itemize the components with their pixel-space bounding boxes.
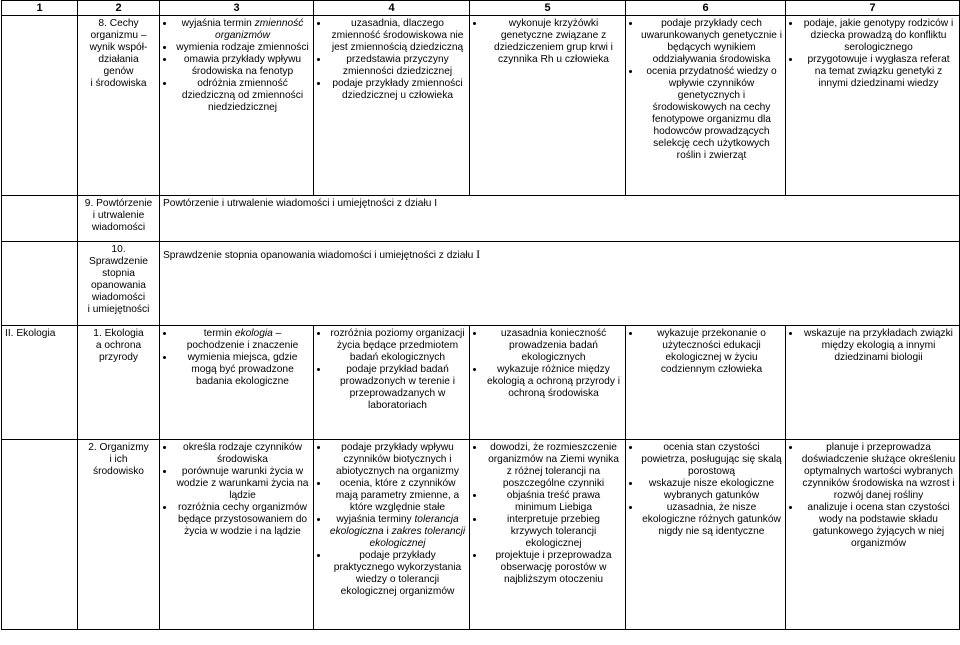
topic-line: opanowania [91, 280, 146, 291]
section-cell [2, 16, 78, 196]
header-cell: 5 [470, 1, 626, 16]
requirements-cell [160, 16, 314, 196]
header-cell: 6 [626, 1, 786, 16]
topic-line: organizmu – [90, 30, 147, 41]
topic-line: a ochrona [95, 340, 142, 351]
list-item: • omawia przykłady wpływu środowiska na fenotyp [175, 54, 310, 78]
header-cell: 1 [2, 1, 78, 16]
table-row [2, 326, 960, 440]
list-item: • wskazuje na przykładach związki między ekologią a innymi dziedzinami biologii [801, 328, 956, 364]
topic-line: stopnia [102, 268, 135, 279]
topic-line: genów [103, 66, 134, 77]
topic-cell [78, 440, 160, 630]
list-item: • podaje przykłady cech uwarunkowanych genetycznie i będących wynikiem oddziaływania środowiska [641, 18, 782, 66]
topic-cell [78, 196, 160, 242]
list-item: • dowodzi, że rozmieszczenie organizmów na Ziemi wynika z różnej tolerancji na poszczególne czynniki [485, 442, 622, 490]
table-row [2, 440, 960, 630]
list-item: • podaje przykłady wpływu czynników biotycznych i abiotycznych na organizmy [329, 442, 466, 478]
list-item: • uzasadnia, że nisze ekologiczne różnych gatunków nigdy nie są identyczne [641, 502, 782, 538]
header-cell: 2 [78, 1, 160, 16]
list-item: • projektuje i przeprowadza obserwację porostów w najbliższym otoczeniu [485, 550, 622, 586]
review-cell: Powtórzenie i utrwalenie wiadomości i umiejętności z działu I [160, 196, 960, 242]
topic-line: i ich [109, 454, 128, 465]
topic-line: środowisko [93, 466, 144, 477]
topic-line: 9. Powtórzenie [84, 198, 153, 209]
list-item: • wskazuje nisze ekologiczne wybranych gatunków [641, 478, 782, 502]
requirements-cell [470, 326, 626, 440]
topic-cell [78, 326, 160, 440]
list-item: • termin ekologia – pochodzenie i znaczenie [175, 328, 310, 352]
requirements-cell [160, 326, 314, 440]
topic-cell [78, 242, 160, 326]
list-item: • ocenia przydatność wiedzy o wpływie czynników genetycznych i środowiskowych na cechy fenotypowe organizmu dla hodowców prowadzących selekcję cech użytkowych roślin i zwierząt [641, 66, 782, 162]
list-item: • wykazuje przekonanie o użyteczności edukacji ekologicznej w życiu codziennym człowieka [641, 328, 782, 376]
table-row [2, 196, 960, 242]
requirements-cell [314, 440, 470, 630]
list-item: • podaje przykłady praktycznego wykorzystania wiedzy o tolerancji ekologicznej organizmów [329, 550, 466, 598]
requirements-cell [160, 440, 314, 630]
test-cell [160, 242, 960, 326]
requirements-cell [786, 440, 960, 630]
list-item: • planuje i przeprowadza doświadczenie służące określeniu optymalnych wartości wybranych czynników środowiska na wzrost i rozwój danej rośliny [801, 442, 956, 502]
section-cell [2, 242, 78, 326]
section-cell: II. Ekologia [2, 326, 78, 440]
list-item: • wykonuje krzyżówki genetyczne związane z dziedziczeniem grup krwi i czynnika Rh u człowieka [485, 18, 622, 66]
list-item: • rozróżnia poziomy organizacji życia będące przedmiotem badań ekologicznych [329, 328, 466, 364]
list-item: • objaśnia treść prawa minimum Liebiga [485, 490, 622, 514]
topic-line: 2. Organizmy [88, 442, 149, 453]
topic-line: wynik współ- [89, 42, 148, 53]
section-cell [2, 440, 78, 630]
list-item: • ocenia stan czystości powietrza, posługując się skalą porostową [641, 442, 782, 478]
test-text: Sprawdzenie stopnia opanowania wiadomości i umiejętności z działu [163, 250, 477, 261]
list-item: • rozróżnia cechy organizmów będące przystosowaniem do życia w wodzie i na lądzie [175, 502, 310, 538]
requirements-cell [626, 326, 786, 440]
requirements-cell [314, 16, 470, 196]
list-item: • ocenia, które z czynników mają parametry zmienne, a które względnie stałe [329, 478, 466, 514]
requirements-cell [786, 326, 960, 440]
header-cell: 7 [786, 1, 960, 16]
list-item: • uzasadnia, dlaczego zmienność środowiskowa nie jest zmiennością dziedziczną [329, 18, 466, 54]
requirements-cell [626, 440, 786, 630]
list-item: • wymienia miejsca, gdzie mogą być prowadzone badania ekologiczne [175, 352, 310, 388]
requirements-cell [786, 16, 960, 196]
requirements-cell [470, 16, 626, 196]
list-item: • określa rodzaje czynników środowiska [175, 442, 310, 466]
list-item: • podaje przykład badań prowadzonych w terenie i przeprowadzanych w laboratoriach [329, 364, 466, 412]
topic-line: 1. Ekologia [93, 328, 144, 339]
list-item: • porównuje warunki życia w wodzie z warunkami życia na lądzie [175, 466, 310, 502]
topic-line: przyrody [98, 352, 139, 363]
header-cell: 4 [314, 1, 470, 16]
list-item: • przygotowuje i wygłasza referat na temat związku genetyki z innymi dziedzinami wiedzy [801, 54, 956, 90]
list-item: • uzasadnia konieczność prowadzenia badań ekologicznych [485, 328, 622, 364]
table-row [2, 16, 960, 196]
topic-cell [78, 16, 160, 196]
topic-line: wiadomości [91, 222, 146, 233]
topic-line: wiadomości [91, 292, 146, 303]
curriculum-table [1, 0, 960, 630]
requirements-cell [314, 326, 470, 440]
header-cell: 3 [160, 1, 314, 16]
table-row [2, 242, 960, 326]
list-item: • wymienia rodzaje zmienności [175, 42, 310, 54]
roman-numeral: I [476, 247, 481, 261]
list-item: • interpretuje przebieg krzywych tolerancji ekologicznej [485, 514, 622, 550]
topic-line: i umiejętności [87, 304, 150, 315]
list-item: • wyjaśnia terminy tolerancja ekologiczna i zakres tolerancji ekologicznej [329, 514, 466, 550]
topic-line: i utrwalenie [92, 210, 145, 221]
list-item: • przedstawia przyczyny zmienności dziedzicznej [329, 54, 466, 78]
header-row [2, 1, 960, 16]
requirements-cell [626, 16, 786, 196]
topic-line: działania [98, 54, 139, 65]
list-item: • wyjaśnia termin zmienność organizmów [175, 18, 310, 42]
list-item: • wykazuje różnice między ekologią a ochroną przyrody i ochroną środowiska [485, 364, 622, 400]
requirements-cell [470, 440, 626, 630]
topic-line: i środowiska [90, 78, 147, 89]
list-item: • analizuje i ocena stan czystości wody na podstawie składu gatunkowego żyjących w niej organizmów [801, 502, 956, 550]
list-item: • odróżnia zmienność dziedziczną od zmienności niedziedzicznej [175, 78, 310, 114]
list-item: • podaje, jakie genotypy rodziców i dziecka prowadzą do konfliktu serologicznego [801, 18, 956, 54]
list-item: • podaje przykłady zmienności dziedzicznej u człowieka [329, 78, 466, 102]
topic-line: 8. Cechy [98, 18, 139, 29]
section-cell [2, 196, 78, 242]
topic-line: 10. Sprawdzenie [89, 244, 148, 267]
